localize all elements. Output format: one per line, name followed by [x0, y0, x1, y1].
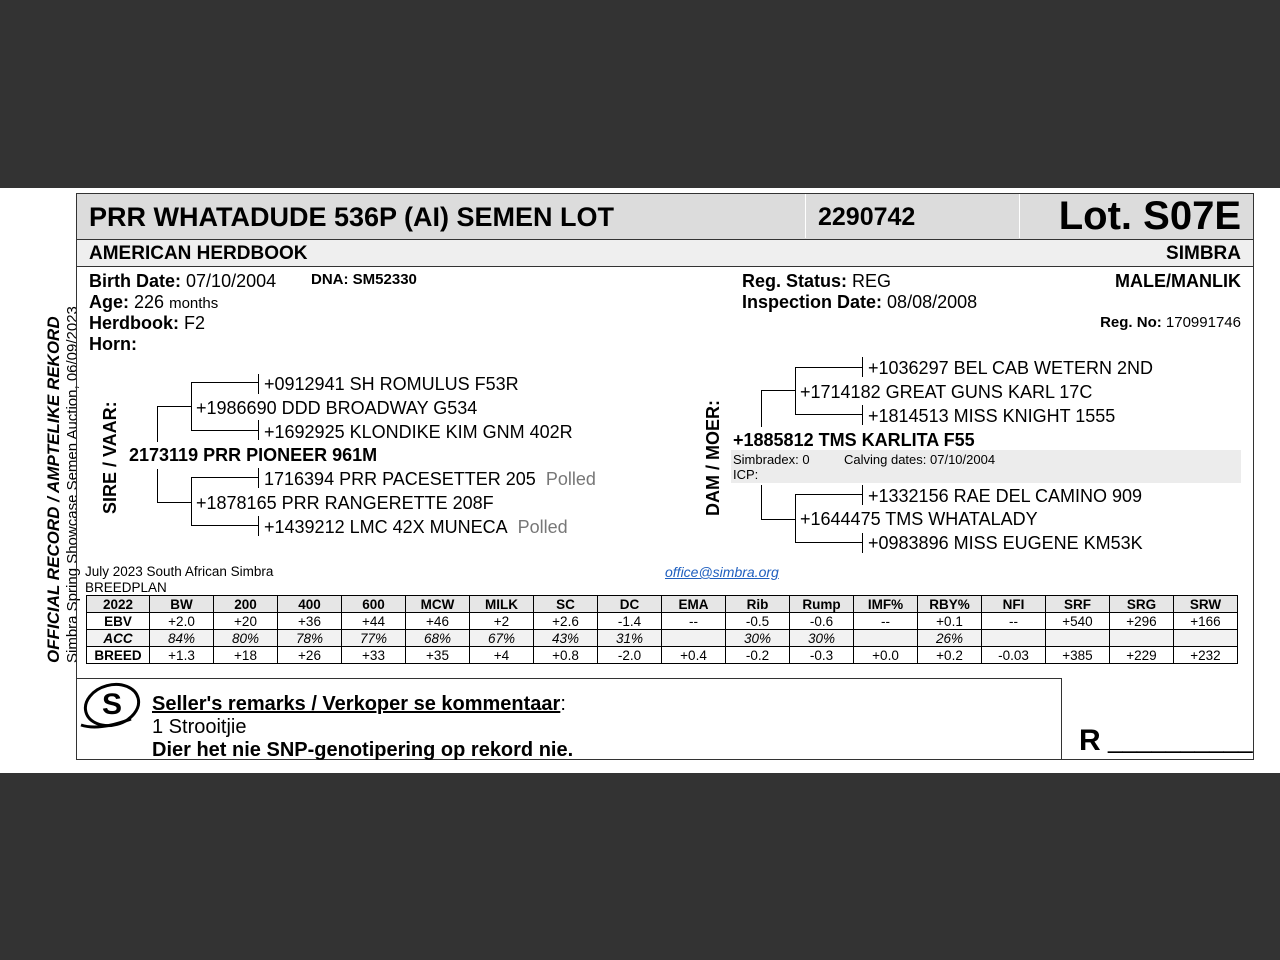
- table-cell: [1110, 630, 1174, 647]
- polled-note: Polled: [545, 469, 596, 489]
- table-cell: --: [854, 613, 918, 630]
- table-header: SRG: [1110, 596, 1174, 613]
- icp: ICP:: [733, 467, 759, 482]
- dam-label: DAM / MOER:: [703, 400, 723, 516]
- table-cell: [1174, 630, 1238, 647]
- table-cell: 67%: [470, 630, 534, 647]
- inspection-date: 08/08/2008: [887, 292, 978, 312]
- reg-status-row: Reg. Status: REG: [742, 271, 892, 291]
- table-cell: [662, 630, 726, 647]
- table-cell: -1.4: [598, 613, 662, 630]
- table-header: DC: [598, 596, 662, 613]
- sire-name: 2173119 PRR PIONEER 961M: [129, 445, 378, 465]
- table-cell: +232: [1174, 647, 1238, 664]
- simbradex: Simbradex: 0: [733, 452, 810, 467]
- official-record-label: OFFICIAL RECORD / AMPTELIKE REKORD: [44, 316, 63, 663]
- table-cell: 78%: [278, 630, 342, 647]
- dam-name: +1885812 TMS KARLITA F55: [733, 430, 975, 450]
- remarks-box: [77, 678, 1062, 760]
- table-cell: +2.0: [150, 613, 214, 630]
- row-label: ACC: [87, 630, 150, 647]
- table-header: 600: [342, 596, 406, 613]
- table-cell: -0.03: [982, 647, 1046, 664]
- dna-value: SM52330: [352, 271, 417, 288]
- inspection-row: Inspection Date: 08/08/2008: [742, 292, 978, 312]
- age-unit: months: [169, 295, 219, 312]
- table-cell: +166: [1174, 613, 1238, 630]
- breed-name: SIMBRA: [1166, 243, 1241, 264]
- remarks-line-1: 1 Strooitjie: [152, 716, 247, 738]
- table-cell: 68%: [406, 630, 470, 647]
- table-cell: +0.1: [918, 613, 982, 630]
- reg-no-row: Reg. No: 170991746: [1100, 314, 1241, 331]
- table-header: NFI: [982, 596, 1046, 613]
- table-header: 200: [214, 596, 278, 613]
- table-header: EMA: [662, 596, 726, 613]
- price-currency: R: [1079, 724, 1101, 757]
- sex-label: MALE/MANLIK: [1115, 271, 1241, 291]
- table-cell: +2: [470, 613, 534, 630]
- birth-date-row: Birth Date: 07/10/2004: [89, 271, 277, 291]
- sire-label: SIRE / VAAR:: [100, 401, 120, 514]
- dam-sire-dam: +1814513 MISS KNIGHT 1555: [868, 406, 1116, 426]
- row-label: BREED: [87, 647, 150, 664]
- table-row-breed: [87, 647, 1238, 664]
- polled-note: Polled: [517, 517, 568, 537]
- table-cell: +35: [406, 647, 470, 664]
- herdbook-value: F2: [184, 313, 206, 333]
- remarks-line-2: Dier het nie SNP-genotipering op rekord nie.: [152, 739, 574, 761]
- breedplan-subtitle: BREEDPLAN: [85, 580, 167, 595]
- table-cell: 31%: [598, 630, 662, 647]
- table-cell: 30%: [726, 630, 790, 647]
- table-cell: +0.2: [918, 647, 982, 664]
- table-cell: +0.8: [534, 647, 598, 664]
- table-header: BW: [150, 596, 214, 613]
- reg-no-value: 170991746: [1165, 314, 1241, 331]
- table-cell: +44: [342, 613, 406, 630]
- table-row-ebv: [87, 613, 1238, 630]
- table-cell: -2.0: [598, 647, 662, 664]
- reg-status: REG: [852, 271, 892, 291]
- table-cell: +540: [1046, 613, 1110, 630]
- sire-sire: +1986690 DDD BROADWAY G534: [196, 398, 478, 418]
- table-cell: +4: [470, 647, 534, 664]
- auction-sheet: [0, 188, 1280, 773]
- price-box: [1062, 678, 1255, 760]
- table-header: SRW: [1174, 596, 1238, 613]
- table-header: RBY%: [918, 596, 982, 613]
- remarks-heading: Seller's remarks / Verkoper se kommentaar:: [152, 693, 566, 715]
- table-cell: 77%: [342, 630, 406, 647]
- birth-date: 07/10/2004: [186, 271, 277, 291]
- table-cell: +46: [406, 613, 470, 630]
- table-header-row: [87, 596, 1238, 613]
- age-value: 226: [134, 292, 165, 312]
- dam-dam-dam: +0983896 MISS EUGENE KM53K: [868, 533, 1143, 553]
- svg-text:S: S: [101, 688, 123, 721]
- table-cell: +33: [342, 647, 406, 664]
- price-blank[interactable]: __________: [1108, 724, 1253, 754]
- table-cell: +0.4: [662, 647, 726, 664]
- table-header: SRF: [1046, 596, 1110, 613]
- table-cell: +2.6: [534, 613, 598, 630]
- table-header: IMF%: [854, 596, 918, 613]
- table-cell: 30%: [790, 630, 854, 647]
- sire-sire-dam: +1692925 KLONDIKE KIM GNM 402R: [264, 422, 573, 442]
- table-cell: 84%: [150, 630, 214, 647]
- table-header: 2022: [87, 596, 150, 613]
- table-cell: -0.2: [726, 647, 790, 664]
- dam-sire: +1714182 GREAT GUNS KARL 17C: [800, 382, 1093, 402]
- table-cell: +0.0: [854, 647, 918, 664]
- table-cell: +229: [1110, 647, 1174, 664]
- table-row-acc: [87, 630, 1238, 647]
- table-cell: -0.3: [790, 647, 854, 664]
- sire-dam: +1878165 PRR RANGERETTE 208F: [196, 493, 494, 513]
- table-cell: +20: [214, 613, 278, 630]
- table-header: Rump: [790, 596, 854, 613]
- table-cell: -0.5: [726, 613, 790, 630]
- horn-row: Horn:: [89, 334, 137, 354]
- animal-card: [76, 193, 1254, 760]
- table-cell: +385: [1046, 647, 1110, 664]
- table-header: SC: [534, 596, 598, 613]
- table-cell: [854, 630, 918, 647]
- dam-dam: +1644475 TMS WHATALADY: [800, 509, 1038, 529]
- table-header: 400: [278, 596, 342, 613]
- table-cell: [982, 630, 1046, 647]
- table-cell: 43%: [534, 630, 598, 647]
- animal-name: PRR WHATADUDE 536P (AI) SEMEN LOT: [89, 202, 615, 232]
- sire-dam-sire: 1716394 PRR PACESETTER 205 Polled: [264, 469, 596, 489]
- table-cell: --: [662, 613, 726, 630]
- ebv-table: [86, 595, 1238, 664]
- table-cell: -0.6: [790, 613, 854, 630]
- simbra-logo-icon: [79, 679, 143, 735]
- dam-dam-sire: +1332156 RAE DEL CAMINO 909: [868, 486, 1142, 506]
- email-link[interactable]: office@simbra.org: [665, 564, 779, 580]
- herdbook-source: AMERICAN HERDBOOK: [89, 243, 308, 264]
- table-header: MILK: [470, 596, 534, 613]
- table-header: Rib: [726, 596, 790, 613]
- table-cell: +296: [1110, 613, 1174, 630]
- sire-sire-sire: +0912941 SH ROMULUS F53R: [264, 374, 519, 394]
- table-cell: +18: [214, 647, 278, 664]
- age-row: Age: 226 months: [89, 292, 219, 312]
- table-cell: +36: [278, 613, 342, 630]
- breedplan-title: July 2023 South African Simbra: [85, 564, 274, 579]
- sire-dam-dam: +1439212 LMC 42X MUNECA Polled: [264, 517, 568, 537]
- table-cell: 26%: [918, 630, 982, 647]
- lot-number: Lot. S07E: [1058, 194, 1241, 238]
- herdbook-bar: [77, 240, 1253, 267]
- row-label: EBV: [87, 613, 150, 630]
- table-cell: 80%: [214, 630, 278, 647]
- table-cell: +26: [278, 647, 342, 664]
- herdbook-row: Herdbook: F2: [89, 313, 206, 333]
- table-cell: +1.3: [150, 647, 214, 664]
- title-bar: [77, 194, 1253, 240]
- sale-name-label: Simbra Spring Showcase Semen Auction, 06/09/2023: [64, 306, 81, 663]
- table-cell: [1046, 630, 1110, 647]
- calving-dates: Calving dates: 07/10/2004: [844, 452, 996, 467]
- registration-number: 2290742: [818, 203, 916, 231]
- dam-sire-sire: +1036297 BEL CAB WETERN 2ND: [868, 358, 1153, 378]
- table-header: MCW: [406, 596, 470, 613]
- dna-row: DNA: SM52330: [311, 271, 417, 288]
- table-cell: --: [982, 613, 1046, 630]
